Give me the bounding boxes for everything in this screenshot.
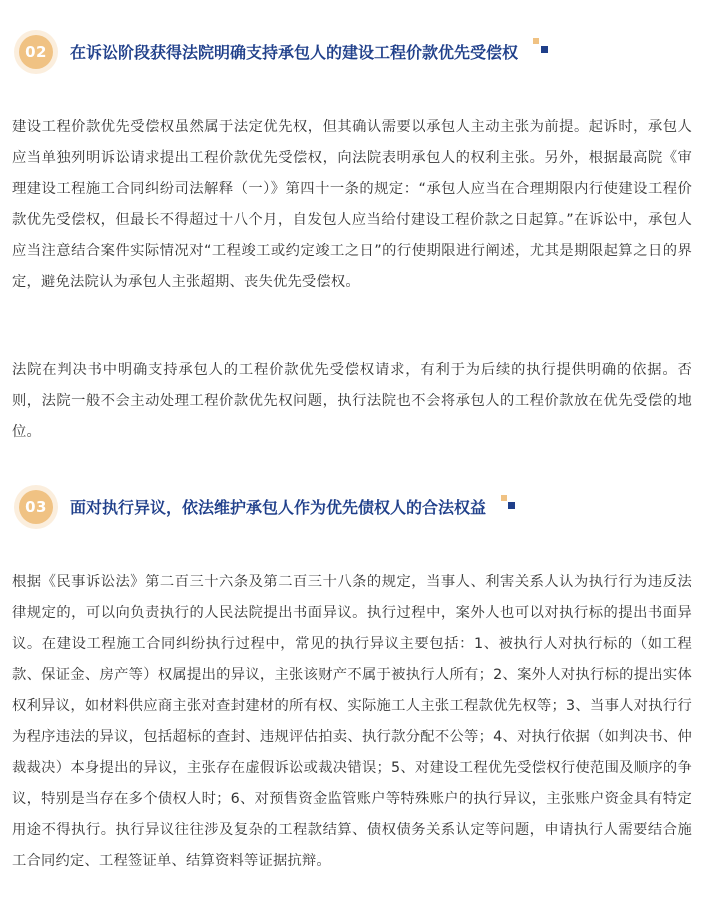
section-number-03: 03 xyxy=(19,490,53,524)
section-badge-03 xyxy=(14,485,58,529)
section-header-03 xyxy=(14,485,694,533)
decor-square-blue xyxy=(508,502,515,509)
decor-square-blue xyxy=(541,46,548,53)
section-header-02 xyxy=(14,30,694,78)
section-title-02: 在诉讼阶段获得法院明确支持承包人的建设工程价款优先受偿权 xyxy=(70,43,519,62)
section-number-02: 02 xyxy=(19,35,53,69)
paragraph-2: 法院在判决书中明确支持承包人的工程价款优先受偿权请求，有利于为后续的执行提供明确的依据。否则，法院一般不会主动处理工程价款优先权问题，执行法院也不会将承包人的工程价款放在优先受偿的地位。 xyxy=(12,362,692,440)
paragraph-3: 根据《民事诉讼法》第二百三十六条及第二百三十八条的规定，当事人、利害关系人认为执行行为违反法律规定的，可以向负责执行的人民法院提出书面异议。执行过程中，案外人也可以对执行标的提出书面异议。在建设工程施工合同纠纷执行过程中，常见的执行异议主要包括：1、被执行人对执行标的（如工程款、保证金、房产等）权属提出的异议，主张该财产不属于被执行人所有；2、案外人对执行标的提出实体权利异议，如材料供应商主张对查封建材的所有权、实际施工人主张工程款优先权等；3、当事人对执行行为程序违法的异议，包括超标的查封、违规评估拍卖、执行款分配不公等；4、对执行依据（如判决书、仲裁裁决）本身提出的异议，主张存在虚假诉讼或裁决错误；5、对建设工程优先受偿权行使范围及顺序的争议，特别是当存在多个债权人时；6、对预售资金监管账户等特殊账户的执行异议，主张账户资金具有特定用途不得执行。执行异议往往涉及复杂的工程款结算、债权债务关系认定等问题，申请执行人需要结合施工合同约定、工程签证单、结算资料等证据抗辩。 xyxy=(12,574,692,869)
section-badge-02 xyxy=(14,30,58,74)
paragraph-1: 建设工程价款优先受偿权虽然属于法定优先权，但其确认需要以承包人主动主张为前提。起诉时，承包人应当单独列明诉讼请求提出工程价款优先受偿权，向法院表明承包人的权利主张。另外，根据最高院《审理建设工程施工合同纠纷司法解释（一）》第四十一条的规定：“承包人应当在合理期限内行使建设工程价款优先受偿权，但最长不得超过十八个月，自发包人应当给付建设工程价款之日起算。”在诉讼中，承包人应当注意结合案件实际情况对“工程竣工或约定竣工之日”的行使期限进行阐述，尤其是期限起算之日的界定，避免法院认为承包人主张超期、丧失优先受偿权。 xyxy=(12,119,692,290)
section-title-03: 面对执行异议，依法维护承包人作为优先债权人的合法权益 xyxy=(70,498,487,517)
decor-square-orange xyxy=(501,495,507,501)
decor-square-orange xyxy=(533,38,539,44)
